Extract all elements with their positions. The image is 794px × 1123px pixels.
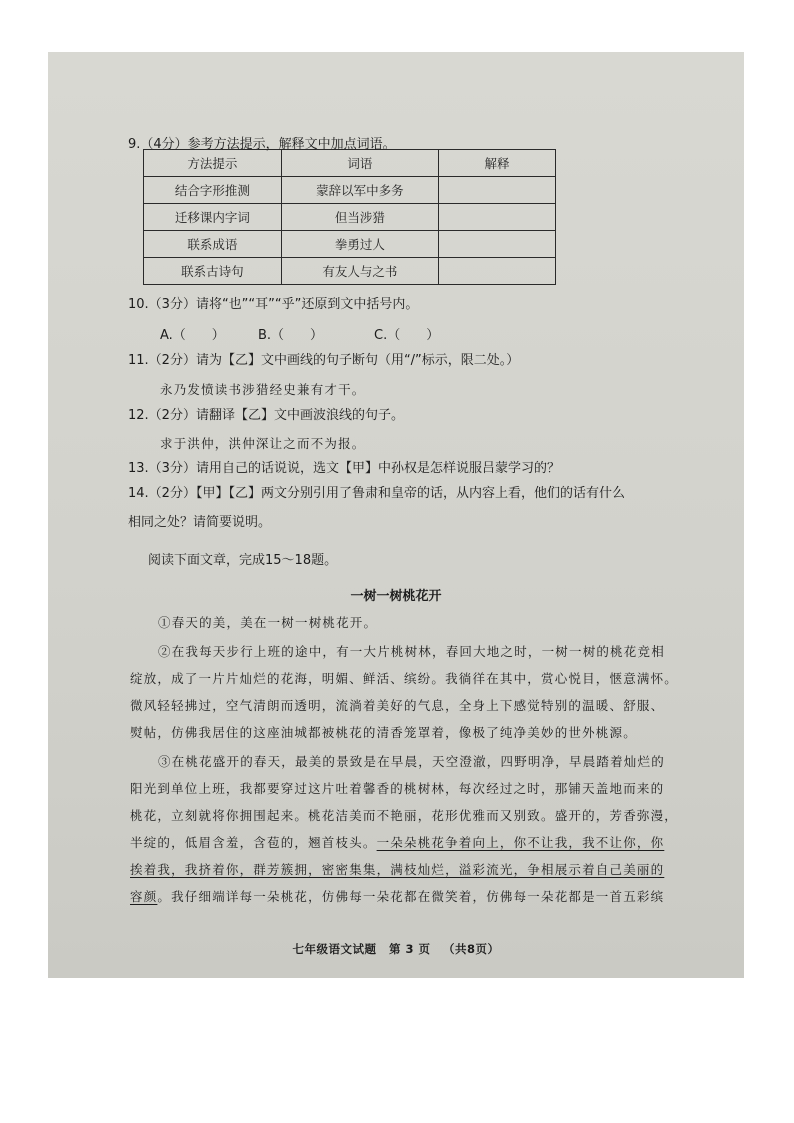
table-header: 解释 (439, 150, 556, 177)
table-cell: 联系成语 (144, 231, 282, 258)
method-table (143, 149, 556, 285)
paragraph-text: 半绽的，低眉含羞，含苞的，翘首枝头。 (130, 835, 377, 850)
question-14: 14.（2分）【甲】【乙】两文分别引用了鲁肃和皇帝的话，从内容上看，他们的话有什么 (128, 486, 625, 501)
question-9: 9.（4分）参考方法提示，解释文中加点词语。 (128, 137, 396, 152)
table-cell (439, 258, 556, 285)
table-row (144, 258, 556, 285)
paragraph-line: 熨帖，仿佛我居住的这座油城都被桃花的清香笼罩着，像极了纯净美妙的世外桃源。 (130, 725, 637, 740)
table-header: 词语 (281, 150, 438, 177)
underlined-sentence: 容颜 (130, 889, 158, 904)
table-cell: 蒙辞以军中多务 (281, 177, 438, 204)
option-b: B.（ ） (258, 328, 324, 343)
table-header-row (144, 150, 556, 177)
question-11: 11.（2分）请为【乙】文中画线的句子断句（用“/”标示，限二处。） (128, 353, 520, 368)
table-cell (439, 231, 556, 258)
q12-sentence: 求于洪仲，洪仲深让之而不为报。 (160, 436, 366, 451)
question-12: 12.（2分）请翻译【乙】文中画波浪线的句子。 (128, 408, 404, 423)
paragraph-line: 阳光到单位上班，我都要穿过这片吐着馨香的桃树林，每次经过之时，那铺天盖地而来的 (130, 781, 665, 796)
footer-subject: 七年级语文试题 (292, 942, 377, 956)
page-footer (48, 941, 744, 957)
paragraph-line: 微风轻轻拂过，空气清朗而透明，流淌着美好的气息，全身上下感觉特别的温暖、舒服、 (130, 698, 665, 713)
footer-total: （共8页） (443, 942, 500, 956)
table-header: 方法提示 (144, 150, 282, 177)
option-c: C.（ ） (374, 328, 440, 343)
question-14-cont: 相同之处？请简要说明。 (128, 515, 272, 530)
table-cell (439, 204, 556, 231)
question-13: 13.（3分）请用自己的话说说，选文【甲】中孙权是怎样说服吕蒙学习的？ (128, 461, 560, 476)
question-10: 10.（3分）请将“也”“耳”“乎”还原到文中括号内。 (128, 297, 419, 312)
table-cell: 结合字形推测 (144, 177, 282, 204)
paragraph-line: ③在桃花盛开的春天，最美的景致是在早晨，天空澄澈，四野明净，早晨踏着灿烂的 (158, 754, 665, 769)
paragraph-line: 绽放，成了一片片灿烂的花海，明媚、鲜活、缤纷。我徜徉在其中，赏心悦目，惬意满怀。 (130, 671, 679, 686)
table-cell (439, 177, 556, 204)
paragraph-text: 。我仔细端详每一朵桃花，仿佛每一朵花都在微笑着，仿佛每一朵花都是一首五彩缤 (157, 889, 665, 904)
paragraph-line: ①春天的美，美在一树一树桃花开。 (158, 615, 378, 630)
table-cell: 有友人与之书 (281, 258, 438, 285)
table-cell: 拳勇过人 (281, 231, 438, 258)
reading-intro: 阅读下面文章，完成15～18题。 (148, 553, 338, 568)
paragraph-line (130, 888, 664, 906)
paragraph-line (130, 834, 664, 852)
table-row (144, 204, 556, 231)
paragraph-line: ②在我每天步行上班的途中，有一大片桃树林，春回大地之时，一树一树的桃花竞相 (158, 644, 665, 659)
table-cell: 联系古诗句 (144, 258, 282, 285)
table-cell: 迁移课内字词 (144, 204, 282, 231)
underlined-sentence: 一朵朵桃花争着向上，你不让我，我不让你，你 (376, 835, 665, 850)
footer-page: 第 3 页 (388, 942, 431, 956)
table-row (144, 177, 556, 204)
underlined-sentence: 挨着我，我挤着你，群芳簇拥，密密集集，满枝灿烂，溢彩流光，争相展示着自己美丽的 (130, 862, 665, 877)
table-cell: 但当涉猎 (281, 204, 438, 231)
article-title: 一树一树桃花开 (350, 589, 442, 604)
table-row (144, 231, 556, 258)
exam-page-photo (48, 52, 744, 978)
option-a: A.（ ） (160, 328, 225, 343)
q11-sentence: 永乃发愤读书涉猎经史兼有才干。 (160, 382, 366, 397)
paragraph-line: 桃花，立刻就将你拥围起来。桃花洁美而不艳丽，花形优雅而又别致。盛开的，芳香弥漫， (130, 808, 679, 823)
